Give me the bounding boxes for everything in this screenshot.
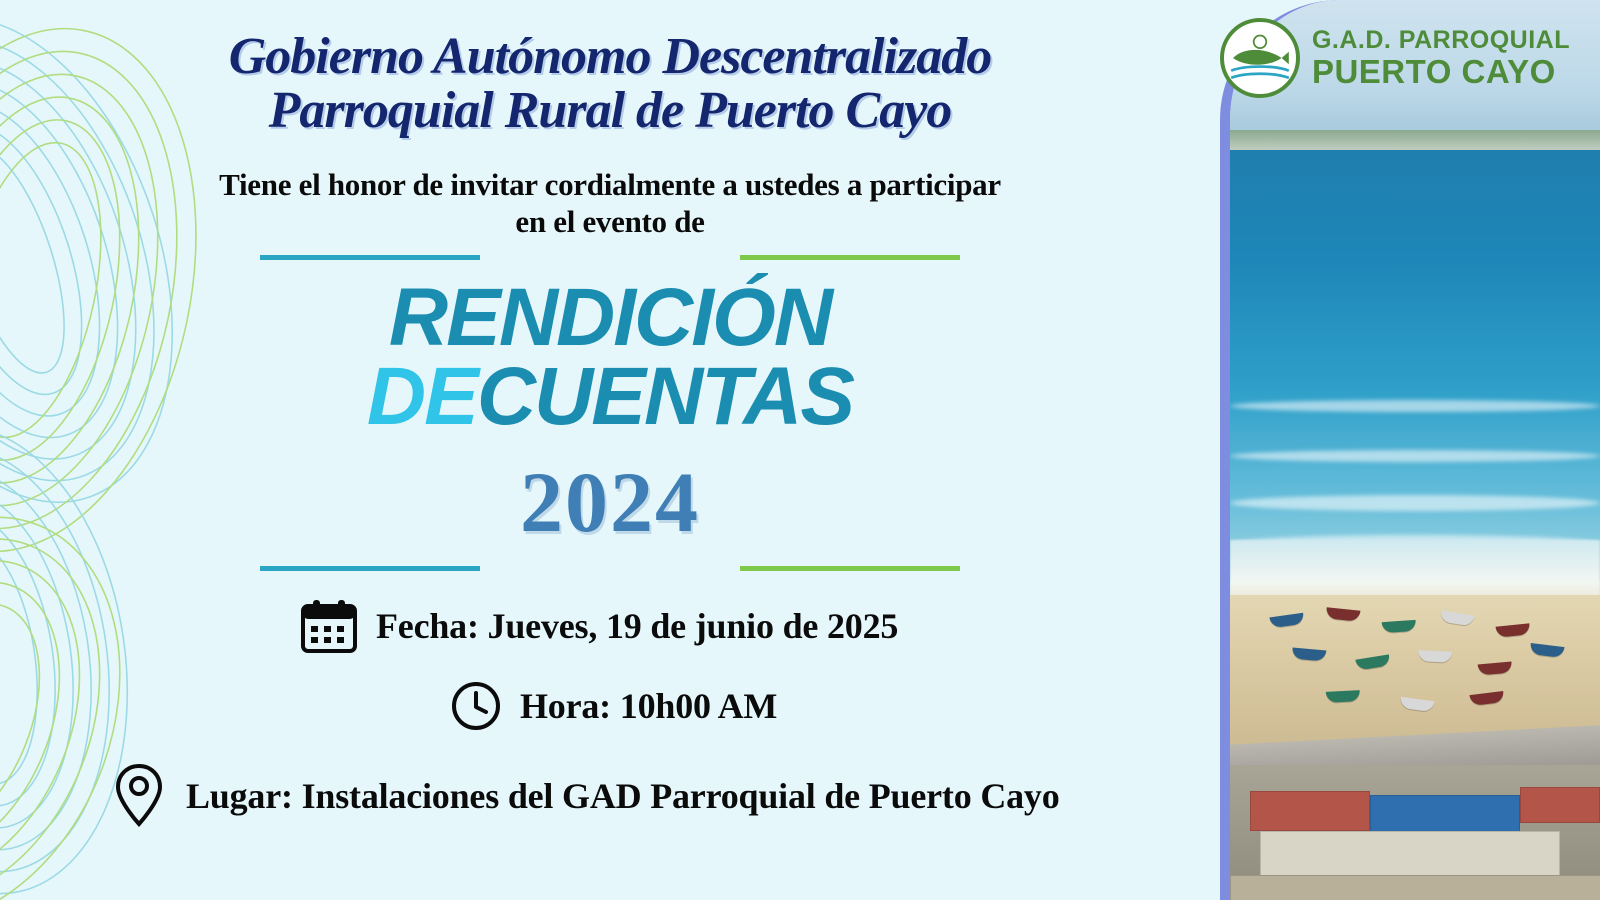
invitation-line-1: Tiene el honor de invitar cordialmente a ustedes a participar (219, 167, 1001, 203)
rule-green-top (740, 255, 960, 260)
logo-line-1: G.A.D. PARROQUIAL (1311, 26, 1570, 54)
calendar-icon (300, 598, 358, 654)
event-year: 2024 (520, 454, 700, 551)
organization-title (0, 30, 1220, 138)
event-headline (0, 271, 1220, 443)
invitation-line-2: en el evento de (515, 204, 705, 240)
invitation-text (0, 166, 1220, 240)
photo-ocean (1230, 150, 1600, 580)
headline-de-cuentas (0, 351, 1220, 443)
headline-rule-bottom (260, 566, 960, 572)
event-details (0, 598, 1220, 832)
detail-place-label: Lugar: Instalaciones del GAD Parroquial de Puerto Cayo (186, 776, 1060, 817)
organization-title-line-2: Parroquial Rural de Puerto Cayo (268, 82, 952, 140)
logo-emblem-icon (1220, 18, 1300, 98)
rule-green-bottom (740, 566, 960, 571)
detail-time-label: Hora: 10h00 AM (520, 686, 778, 727)
clock-icon (450, 680, 502, 732)
headline-de: DE (366, 351, 477, 443)
logo-line-2: PUERTO CAYO (1311, 53, 1556, 90)
organization-title-line-1: Gobierno Autónomo Descentralizado (228, 28, 992, 85)
beach-photo (1230, 0, 1600, 900)
location-pin-icon (110, 760, 168, 832)
logo-wordmark (1312, 28, 1570, 88)
beach-photo-panel (1220, 0, 1600, 900)
headline-cuentas: CUENTAS (476, 351, 854, 443)
rule-teal-top (260, 255, 480, 260)
detail-row-place (110, 760, 1220, 832)
headline-rendicion: RENDICIÓN (388, 271, 832, 363)
photo-beach-sand (1230, 595, 1600, 745)
detail-row-time (450, 680, 1220, 732)
detail-date-label: Fecha: Jueves, 19 de junio de 2025 (376, 606, 899, 647)
gad-logo (1220, 18, 1570, 98)
headline-rule-top (260, 255, 960, 261)
rule-teal-bottom (260, 566, 480, 571)
photo-town (1230, 765, 1600, 900)
detail-row-date (300, 598, 1220, 654)
